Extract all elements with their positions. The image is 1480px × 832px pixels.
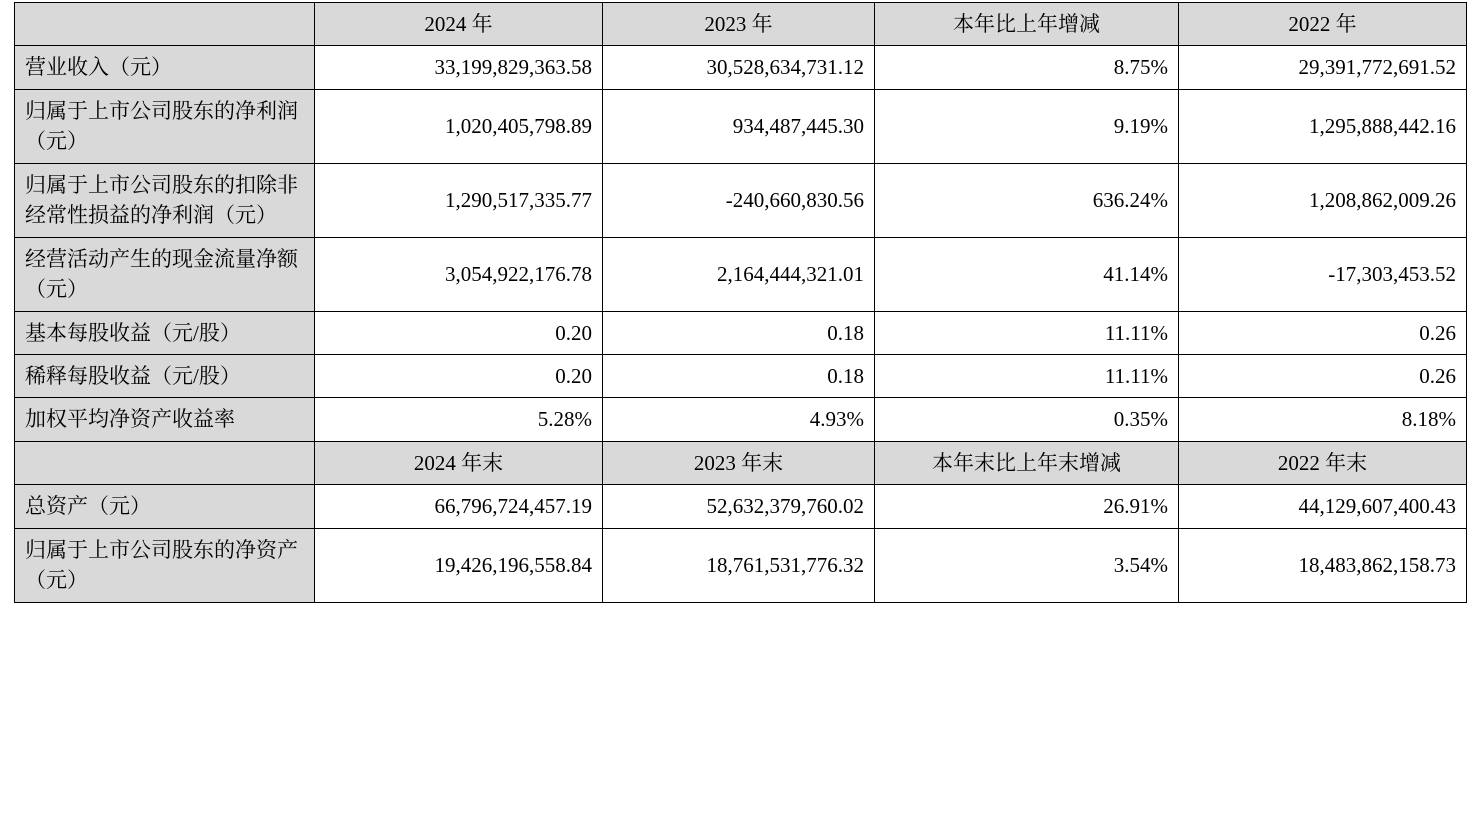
table-row [15,485,1467,528]
table-row [15,89,1467,163]
header-cell-2022: 2022 年 [1179,3,1467,46]
cell-operating-cash-flow-2022: -17,303,453.52 [1179,237,1467,311]
row-label-net-profit-deducted: 归属于上市公司股东的扣除非经常性损益的净利润（元） [15,163,315,237]
table-header-row-year-end [15,441,1467,484]
cell-net-profit-deducted-change: 636.24% [875,163,1179,237]
table-row [15,237,1467,311]
cell-net-profit-2023: 934,487,445.30 [603,89,875,163]
table-row [15,354,1467,397]
table-row [15,163,1467,237]
cell-basic-eps-2024: 0.20 [315,311,603,354]
row-label-net-profit: 归属于上市公司股东的净利润（元） [15,89,315,163]
financial-summary-page [0,2,1480,832]
table-row [15,46,1467,89]
cell-weighted-roe-2022: 8.18% [1179,398,1467,441]
cell-net-profit-deducted-2024: 1,290,517,335.77 [315,163,603,237]
cell-basic-eps-2023: 0.18 [603,311,875,354]
header-cell-2024: 2024 年 [315,3,603,46]
cell-weighted-roe-2024: 5.28% [315,398,603,441]
cell-diluted-eps-2024: 0.20 [315,354,603,397]
header-cell-blank [15,3,315,46]
cell-revenue-change: 8.75% [875,46,1179,89]
header-cell-2022-year-end: 2022 年末 [1179,441,1467,484]
cell-net-profit-deducted-2023: -240,660,830.56 [603,163,875,237]
row-label-revenue: 营业收入（元） [15,46,315,89]
row-label-diluted-eps: 稀释每股收益（元/股） [15,354,315,397]
cell-weighted-roe-change: 0.35% [875,398,1179,441]
cell-net-profit-2024: 1,020,405,798.89 [315,89,603,163]
cell-net-assets-change: 3.54% [875,528,1179,602]
cell-net-assets-2024: 19,426,196,558.84 [315,528,603,602]
table-row [15,311,1467,354]
row-label-net-assets: 归属于上市公司股东的净资产（元） [15,528,315,602]
row-label-basic-eps: 基本每股收益（元/股） [15,311,315,354]
cell-total-assets-2024: 66,796,724,457.19 [315,485,603,528]
cell-revenue-2022: 29,391,772,691.52 [1179,46,1467,89]
header-cell-yoy-change: 本年比上年增减 [875,3,1179,46]
cell-revenue-2023: 30,528,634,731.12 [603,46,875,89]
row-label-total-assets: 总资产（元） [15,485,315,528]
cell-diluted-eps-2023: 0.18 [603,354,875,397]
table-row [15,398,1467,441]
header-cell-2023-year-end: 2023 年末 [603,441,875,484]
table-row [15,528,1467,602]
cell-net-profit-deducted-2022: 1,208,862,009.26 [1179,163,1467,237]
table-header-row-annual [15,3,1467,46]
cell-weighted-roe-2023: 4.93% [603,398,875,441]
cell-total-assets-change: 26.91% [875,485,1179,528]
cell-basic-eps-2022: 0.26 [1179,311,1467,354]
cell-net-profit-change: 9.19% [875,89,1179,163]
header-cell-blank-2 [15,441,315,484]
header-cell-2023: 2023 年 [603,3,875,46]
cell-revenue-2024: 33,199,829,363.58 [315,46,603,89]
cell-operating-cash-flow-change: 41.14% [875,237,1179,311]
cell-diluted-eps-2022: 0.26 [1179,354,1467,397]
cell-operating-cash-flow-2024: 3,054,922,176.78 [315,237,603,311]
cell-total-assets-2023: 52,632,379,760.02 [603,485,875,528]
row-label-operating-cash-flow: 经营活动产生的现金流量净额（元） [15,237,315,311]
header-cell-year-end-change: 本年末比上年末增减 [875,441,1179,484]
cell-diluted-eps-change: 11.11% [875,354,1179,397]
cell-basic-eps-change: 11.11% [875,311,1179,354]
cell-net-assets-2022: 18,483,862,158.73 [1179,528,1467,602]
header-cell-2024-year-end: 2024 年末 [315,441,603,484]
row-label-weighted-roe: 加权平均净资产收益率 [15,398,315,441]
cell-operating-cash-flow-2023: 2,164,444,321.01 [603,237,875,311]
cell-net-assets-2023: 18,761,531,776.32 [603,528,875,602]
cell-total-assets-2022: 44,129,607,400.43 [1179,485,1467,528]
cell-net-profit-2022: 1,295,888,442.16 [1179,89,1467,163]
financial-summary-table [14,2,1467,603]
